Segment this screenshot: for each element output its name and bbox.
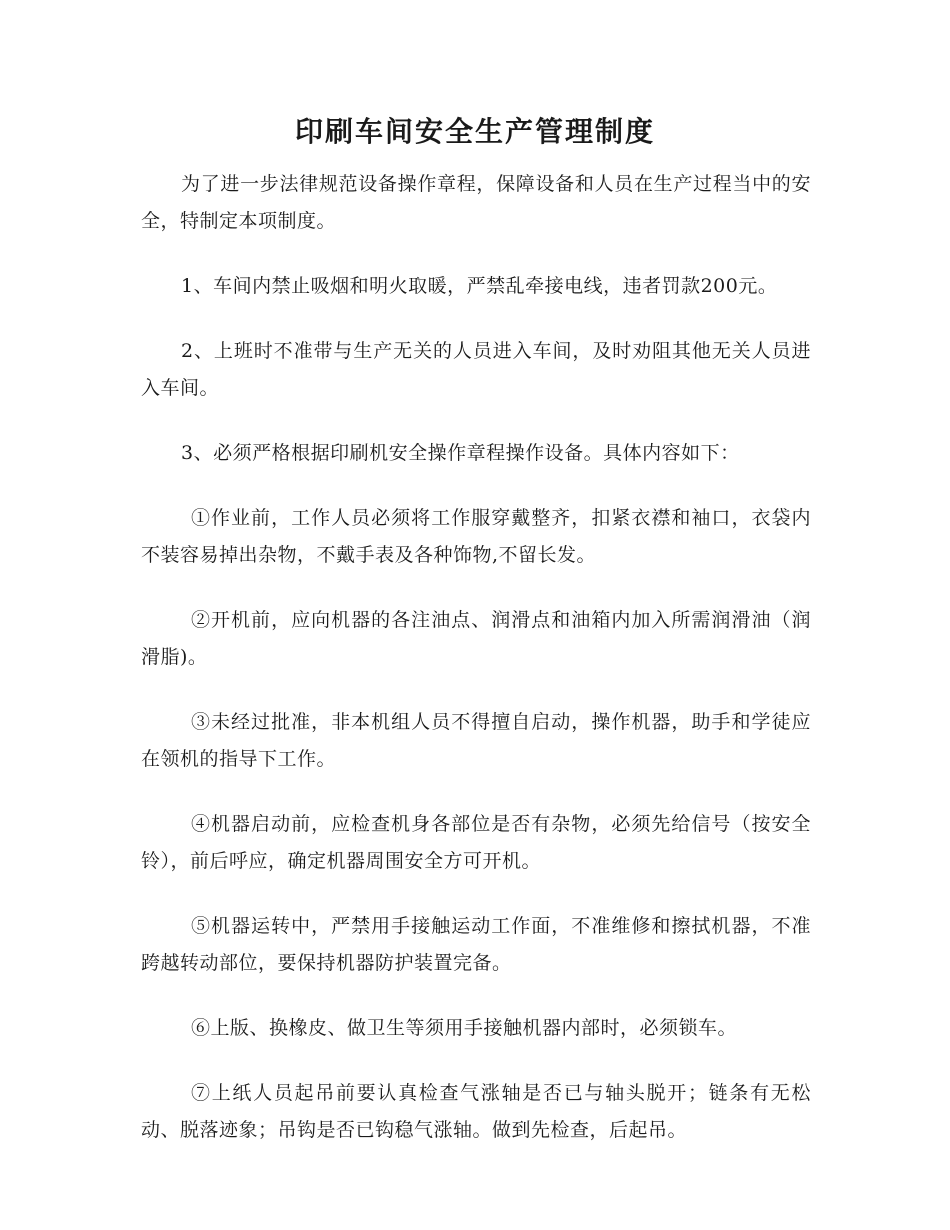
- sub-item-3-paragraph: ③未经过批准，非本机组人员不得擅自启动，操作机器，助手和学徒应在领机的指导下工作。: [141, 711, 811, 770]
- intro-paragraph: 为了进一步法律规范设备操作章程，保障设备和人员在生产过程当中的安全，特制定本项制度。: [141, 173, 811, 232]
- sub-item-7-paragraph: ⑦上纸人员起吊前要认真检查气涨轴是否已与轴头脱开；链条有无松动、脱落迹象；吊钩是否已钩稳气涨轴。做到先检查，后起吊。: [141, 1082, 811, 1141]
- sub-item-2-paragraph: ②开机前，应向机器的各注油点、润滑点和油箱内加入所需润滑油（润滑脂)。: [141, 609, 811, 668]
- rule-1-paragraph: 1、车间内禁止吸烟和明火取暖，严禁乱牵接电线，违者罚款200元。: [181, 275, 778, 297]
- sub-item-5-paragraph: ⑤机器运转中，严禁用手接触运动工作面，不准维修和擦拭机器，不准跨越转动部位，要保持机器防护装置完备。: [141, 915, 811, 974]
- sub-item-1-paragraph: ①作业前，工作人员必须将工作服穿戴整齐，扣紧衣襟和袖口，衣袋内不装容易掉出杂物，不戴手表及各种饰物,不留长发。: [141, 507, 811, 566]
- sub-item-4-paragraph: ④机器启动前，应检查机身各部位是否有杂物，必须先给信号（按安全铃），前后呼应，确定机器周围安全方可开机。: [141, 813, 811, 872]
- document-body: [141, 166, 811, 1177]
- rule-2-paragraph: 2、上班时不准带与生产无关的人员进入车间，及时劝阻其他无关人员进入车间。: [141, 340, 811, 399]
- document-title: 印刷车间安全生产管理制度: [294, 115, 655, 148]
- sub-item-6-paragraph: ⑥上版、换橡皮、做卫生等须用手接触机器内部时，必须锁车。: [191, 1017, 738, 1039]
- rule-3-paragraph: 3、必须严格根据印刷机安全操作章程操作设备。具体内容如下：: [181, 442, 740, 464]
